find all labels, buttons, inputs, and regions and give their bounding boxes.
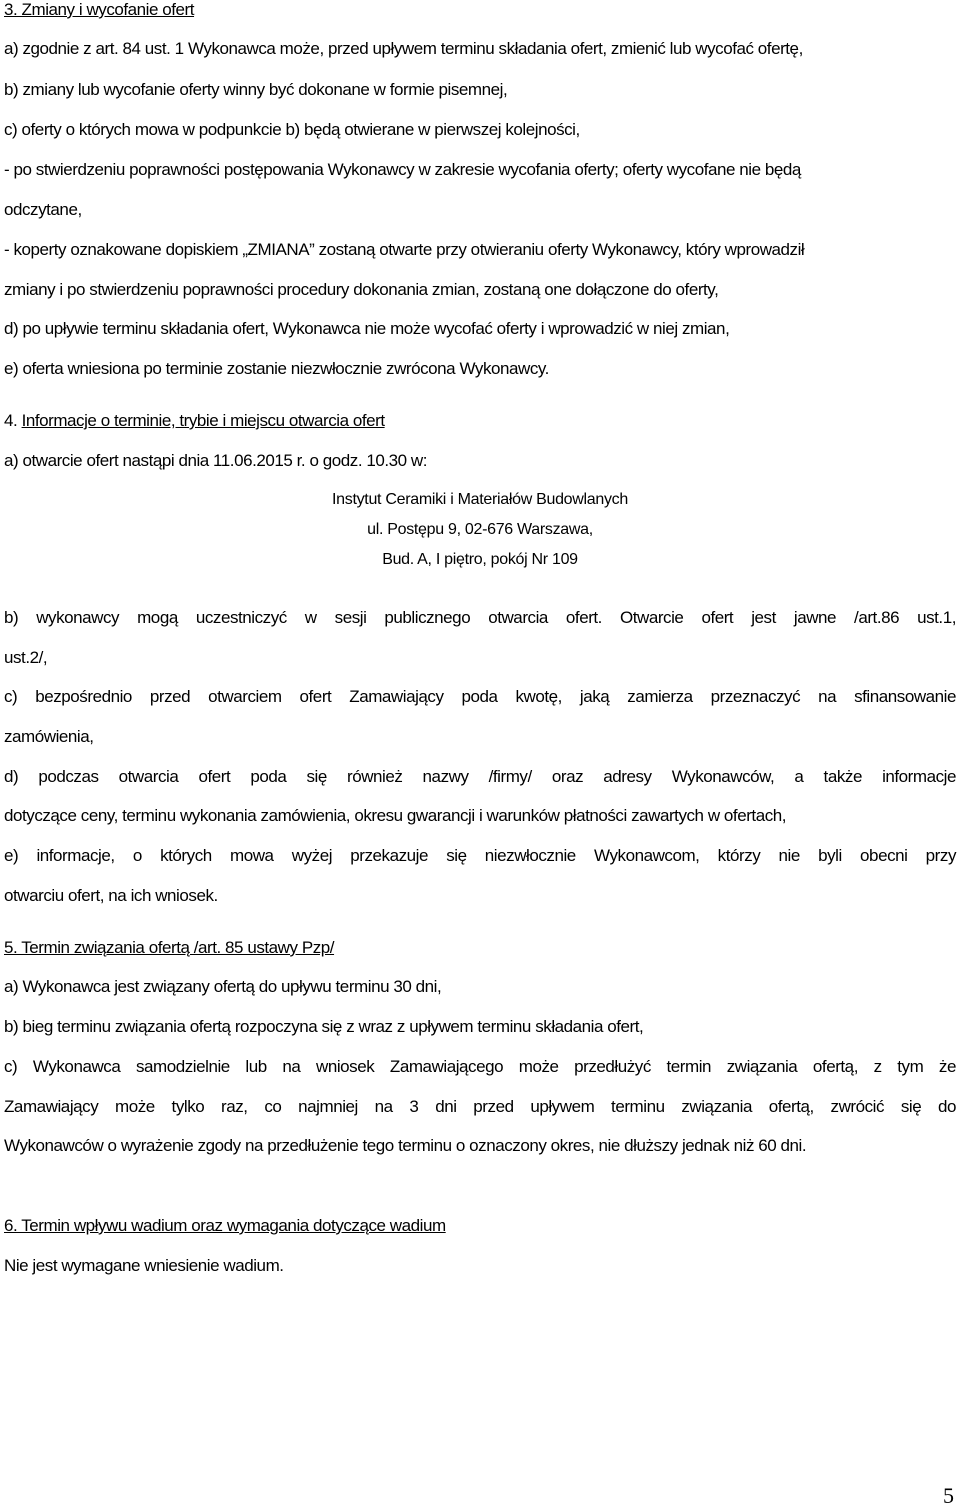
section-5-heading: 5. Termin związania ofertą /art. 85 ustawy Pzp/ (4, 938, 335, 957)
section-5-item-b: b) bieg terminu związania ofertą rozpoczyna się z wraz z upływem terminu składania ofert, (4, 1017, 644, 1036)
section-5-item-c-line-1: c) Wykonawca samodzielnie lub na wniosek Zamawiającego może przedłużyć termin związania ofertą, z tym że (4, 1057, 956, 1076)
section-3-item-e: e) oferta wniesiona po terminie zostanie niezwłocznie zwrócona Wykonawcy. (4, 359, 549, 378)
section-3-item-a: a) zgodnie z art. 84 ust. 1 Wykonawca może, przed upływem terminu składania ofert, zmienić lub wycofać ofertę, (4, 39, 803, 58)
section-5-item-a: a) Wykonawca jest związany ofertą do upływu terminu 30 dni, (4, 977, 442, 996)
section-3-item-c: c) oferty o których mowa w podpunkcie b) będą otwierane w pierwszej kolejności, (4, 120, 580, 139)
section-4-number: 4. (4, 411, 22, 430)
address-line-1: Instytut Ceramiki i Materiałów Budowlanych (332, 491, 628, 508)
address-line-2: ul. Postępu 9, 02-676 Warszawa, (367, 521, 593, 538)
section-5-item-c-line-3: Wykonawców o wyrażenie zgody na przedłużenie tego terminu o oznaczony okres, nie dłuższy jednak niż 60 dni. (4, 1136, 807, 1155)
section-5-item-c-line-2: Zamawiający może tylko raz, co najmniej na 3 dni przed upływem terminu związania ofertą, zwrócić się do (4, 1097, 956, 1116)
section-4-item-c-line-2: zamówienia, (4, 727, 94, 746)
section-6-text: Nie jest wymagane wniesienie wadium. (4, 1256, 284, 1275)
section-4-heading (4, 411, 385, 431)
address-line-3: Bud. A, I piętro, pokój Nr 109 (382, 551, 578, 568)
section-3-dash-1-line-2: odczytane, (4, 200, 82, 219)
page-number: 5 (943, 1483, 954, 1508)
section-3-dash-2-line-1: - koperty oznakowane dopiskiem „ZMIANA” zostaną otwarte przy otwieraniu oferty Wykonawcy, który wprowadził (4, 240, 805, 259)
section-4-item-e-line-1: e) informacje, o których mowa wyżej przekazuje się niezwłocznie Wykonawcom, którzy nie byli obecni przy (4, 846, 956, 865)
section-3-dash-1-line-1: - po stwierdzeniu poprawności postępowania Wykonawcy w zakresie wycofania oferty; oferty wycofane nie będą (4, 160, 801, 179)
section-4-item-d-line-1: d) podczas otwarcia ofert poda się również nazwy /firmy/ oraz adresy Wykonawców, a także informacje (4, 767, 956, 786)
section-4-title: Informacje o terminie, trybie i miejscu otwarcia ofert (21, 411, 385, 430)
section-4-item-c-line-1: c) bezpośrednio przed otwarciem ofert Zamawiający poda kwotę, jaką zamierza przeznaczyć na sfinansowanie (4, 687, 956, 706)
section-3-heading: 3. Zmiany i wycofanie ofert (4, 0, 195, 19)
section-6-heading: 6. Termin wpływu wadium oraz wymagania dotyczące wadium (4, 1216, 446, 1235)
section-4-item-a: a) otwarcie ofert nastąpi dnia 11.06.2015 r. o godz. 10.30 w: (4, 451, 428, 470)
section-3-item-d: d) po upływie terminu składania ofert, Wykonawca nie może wycofać oferty i wprowadzić w niej zmian, (4, 319, 730, 338)
section-4-item-b-line-2: ust.2/, (4, 648, 48, 667)
section-4-item-e-line-2: otwarciu ofert, na ich wniosek. (4, 886, 218, 905)
section-4-item-d-line-2: dotyczące ceny, terminu wykonania zamówienia, okresu gwarancji i warunków płatności zawartych w ofertach, (4, 806, 787, 825)
section-3-item-b: b) zmiany lub wycofanie oferty winny być dokonane w formie pisemnej, (4, 80, 508, 99)
section-4-item-b-line-1: b) wykonawcy mogą uczestniczyć w sesji publicznego otwarcia ofert. Otwarcie ofert jest jawne /art.86 ust.1, (4, 608, 956, 627)
section-3-dash-2-line-2: zmiany i po stwierdzeniu poprawności procedury dokonania zmian, zostaną one dołączone do oferty, (4, 280, 719, 299)
